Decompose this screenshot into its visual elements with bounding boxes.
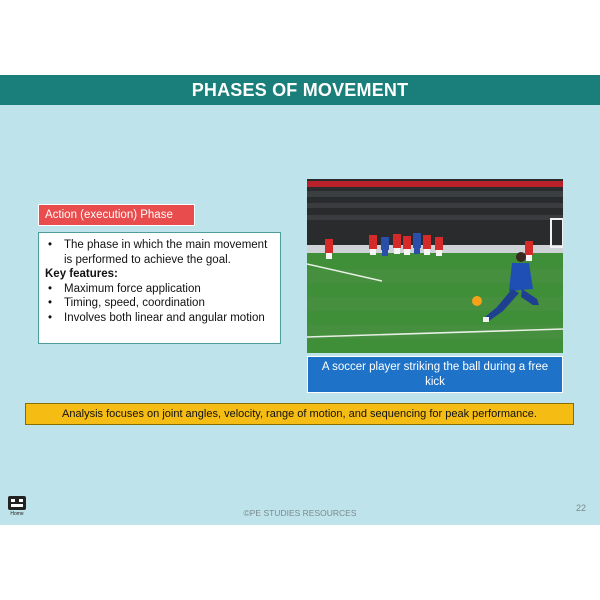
slide [0,75,600,525]
footer-copyright: ©PE STUDIES RESOURCES [243,508,357,518]
soccer-free-kick-photo [307,179,563,353]
key-feature-item: • Involves both linear and angular motion [45,311,274,326]
slide-title: PHASES OF MOVEMENT [191,79,409,100]
key-features-heading: Key features: [45,268,118,280]
key-features-list [45,282,274,326]
title-bar [0,75,600,105]
key-feature-item: • Timing, speed, coordination [45,296,274,311]
home-label: Home [10,511,24,517]
image-caption: A soccer player striking the ball during a free kick [307,356,563,393]
description-list [45,238,274,267]
description-item: • The phase in which the main movement is performed to achieve the goal. [45,238,274,267]
page-number: 22 [575,503,586,513]
key-feature-item: • Maximum force application [45,282,274,297]
analysis-banner: Analysis focuses on joint angles, velocity, range of motion, and sequencing for peak performance. [25,403,574,425]
action-phase-label: Action (execution) Phase [38,204,195,226]
phase-description-box [38,232,281,344]
